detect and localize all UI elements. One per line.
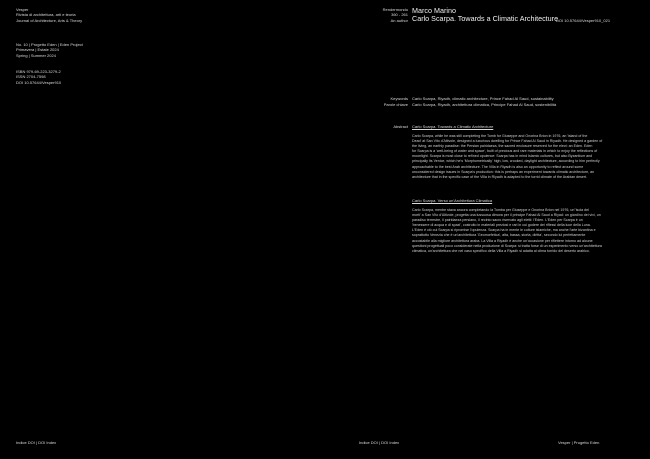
meta-label-2: 360 - 261 (391, 12, 408, 18)
issue-info (16, 42, 83, 58)
article-doi[interactable]: DOI 10.57644/Vesper910_021 (556, 18, 611, 23)
abstract-title-en: Carlo Scarpa. Towards a Climatic Architecture (412, 124, 494, 129)
left-footer[interactable]: Indice DOI | DOI Index (16, 440, 57, 445)
isbn: ISBN 979-69-223-3279-2 (16, 69, 61, 74)
abstract-en-line: the living, an earthly paradise: the Persian pairidaeza, the sacred enclosure reserved for the elect: an Eden. Eden (412, 144, 593, 149)
meta-labels (356, 7, 408, 23)
journal-name: Vesper (16, 7, 29, 12)
abstract-en-line: approachable to the best Arab architecture. The Villa in Riyadh is also an opportunity to reflect around some (412, 164, 584, 169)
parole-chiave-label: Parole chiave (383, 101, 408, 107)
abstract-it-line: accostabile alla migliore architettura araba. La Villa a Riyadh è anche un'occasione per riflettere intorno ad alcune (412, 238, 593, 243)
right-footer-center[interactable]: Indice DOI | DOI Index (359, 440, 400, 445)
keywords-label: Keywords (390, 96, 408, 101)
abstract-en-line: for Scarpa is a 'well-being of water and space', built of precious and rare materials in which to enjoy the reflections of (412, 149, 598, 154)
abstract-it-line: paradiso terrestre, il pairidaeza persiano, il recinto sacro riservato agli eletti: l'Eden. L'Eden per Scarpa è un (412, 218, 583, 223)
abstract-en-line: unconsidered design issues in Scarpa's production: this is perhaps an experiment towards climatic architecture, an (412, 169, 595, 174)
issue-season-en: Spring | Summer 2024 (16, 52, 56, 58)
article-heading (412, 7, 558, 24)
issue-number: No. 10 | Progetto Eden | Eden Project (16, 42, 83, 47)
journal-subtitle-en: Journal of Architecture, Arts & Theory (16, 17, 83, 23)
abstract-it (412, 208, 642, 254)
abstract-it-line: climatica, un'architettura che nel caso specifico della Villa a Riyadh si adatta al clima torrido del deserto arabico. (412, 248, 590, 253)
left-page-header (16, 7, 82, 23)
abstract-it-line: morti' a San Vito d'Altivole, progetta una lussuosa dimora per il principe Fahad Al Saud a Riyad: un giardino dei vivi, un (412, 213, 601, 218)
abstract-label: Abstract (393, 124, 408, 129)
abstract-en-line: Dead' at San Vito d'Altivole, designed a luxurious dwelling for Prince Fahad Al Saud in Riyadh. He designed a garden of (412, 139, 603, 144)
meta-label-1: Rendermondo (382, 7, 408, 12)
journal-subtitle: Rivista di architettura, arti e teoria (16, 12, 76, 18)
abstract-it-line: 'benessere di acqua e di spazi', costruito in materiali preziosi e rari in cui godere dei riflessi della luce della Luna. (412, 223, 591, 228)
keywords-value: Carlo Scarpa, Riyadh, climatic architecture, Prince Fahad Al Saud, sustainability (412, 96, 554, 101)
meta-label-3: An author (390, 17, 408, 23)
abstract-it-line: Carlo Scarpa, mentre stava ancora completando la Tomba per Giuseppe e Onorina Brion nel 1976, un''isola dei (412, 208, 589, 212)
author-name: Marco Marino (412, 6, 456, 15)
parole-chiave-value: Carlo Scarpa, Riyadh, architettura climatica, Principe Fahad Al Saud, sostenibilità (412, 101, 557, 107)
abstract-en (412, 134, 642, 180)
abstract-it-line: questioni progettuali poco considerate nella produzione di Scarpa: si tratta forse di un esperimento verso un'architettura (412, 243, 602, 248)
abstract-title-it: Carlo Scarpa. Verso un'Architettura Climatica (412, 198, 493, 203)
abstract-it-line: soprattutto Venezia che è un'architettura 'Geomorfetica', alta, bassa, storta, diritta', secondo lui perfettamente (412, 233, 586, 238)
abstract-it-line: L'Eden è ciò cui Scarpa si ripromise l'opulenza. Scarpa ha in mente le culture islamiche, ma anche l'arte bizantina e (412, 228, 596, 233)
issn-print: ISSN 2704-7598 (16, 74, 46, 80)
right-footer-right: Vesper | Progetto Eden (558, 440, 600, 445)
abstract-en-line: moonlight. Scarpa is most close to refined opulence: Scarpa has in mind Islamic cultures, but also Byzantium and (412, 154, 593, 159)
identifiers (16, 69, 61, 85)
abstract-en-line: architecture that in the specific case of the Villa in Riyadh is adapted to the torrid climate of the Arabian desert. (412, 174, 588, 179)
doi: DOI 10.57644/Vesper910 (16, 79, 62, 85)
issue-season-it: Primavera | Estate 2024 (16, 47, 59, 53)
abstract-en-line: principally its Venice, which he's 'Morphometrically' high, low, crooked, daylight architecture, according to him perfectly (412, 159, 600, 164)
abstract-en-line: Carlo Scarpa, while he was still completing the Tomb for Giuseppe and Onorina Brion in 1976, an 'island of the (412, 134, 588, 138)
article-title: Carlo Scarpa. Towards a Climatic Architecture (412, 14, 559, 24)
